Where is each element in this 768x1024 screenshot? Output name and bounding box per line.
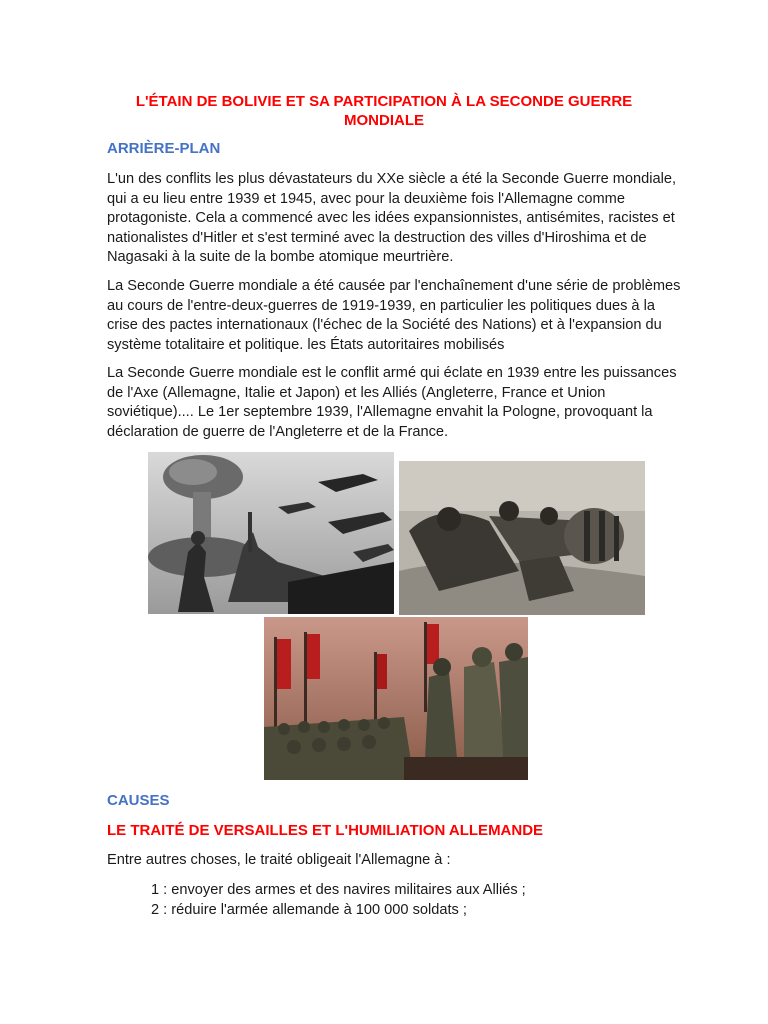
photo-soldiers-artillery [399, 461, 645, 615]
heading-causes: CAUSES [107, 792, 170, 809]
photo-war-collage [148, 452, 394, 614]
heading-traite-versailles: LE TRAITÉ DE VERSAILLES ET L'HUMILIATION ALLEMANDE [107, 822, 544, 839]
document-title: L'ÉTAIN DE BOLIVIE ET SA PARTICIPATION À LA SECONDE GUERRE MONDIALE [135, 93, 633, 129]
photo-military-parade [264, 617, 528, 780]
paragraph-2: La Seconde Guerre mondiale a été causée par l'enchaînement d'une série de problèmes au cours de l'entre-deux-guerres de 1919-1939, en particulier les politiques dues à la crise des pactes internationaux (l'échec de la Société des Nations) et à l'expansion du système totalitaire et politique. les États autoritaires mobilisés [107, 278, 681, 353]
heading-arriere-plan: ARRIÈRE-PLAN [107, 140, 221, 157]
list-item: 1 : envoyer des armes et des navires militaires aux Alliés ; [151, 882, 526, 898]
paragraph-3: La Seconde Guerre mondiale est le conflit armé qui éclate en 1939 entre les puissances de l'Axe (Allemagne, Italie et Japon) et les Alliés (Angleterre, France et Union soviétique).... Le 1er septembre 1939, l'Allemagne envahit la Pologne, provoquant la déclaration de guerre de l'Angleterre et de la France. [107, 365, 677, 440]
list-item: 2 : réduire l'armée allemande à 100 000 soldats ; [151, 902, 467, 918]
paragraph-1: L'un des conflits les plus dévastateurs du XXe siècle a été la Seconde Guerre mondiale, qui a eu lieu entre 1939 et 1945, avec pour la deuxième fois l'Allemagne comme protagoniste. Cela a commencé avec les idées expansionnistes, antisémites, racistes et nationalistes d'Hitler et s'est terminé avec la destruction des villes d'Hiroshima et de Nagasaki à la suite de la bombe atomique meurtrière. [107, 171, 677, 266]
causes-intro: Entre autres choses, le traité obligeait l'Allemagne à : [107, 852, 451, 868]
